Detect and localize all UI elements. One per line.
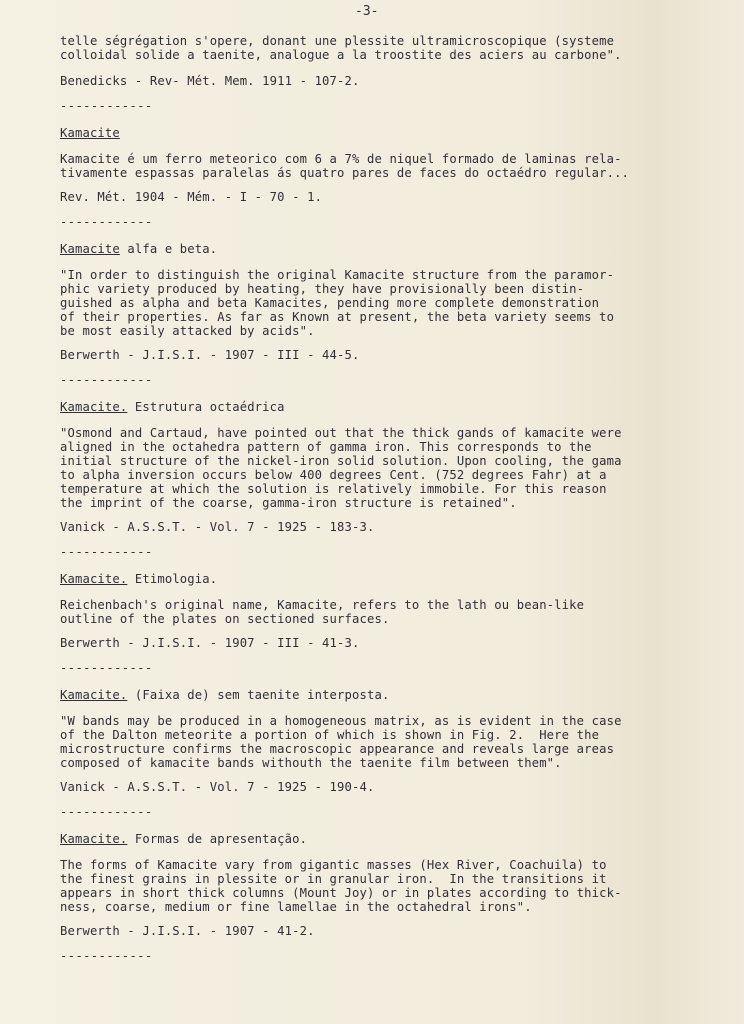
entry-title: Kamacite.: [60, 832, 128, 846]
reference: Berwerth - J.I.S.I. - 1907 - III - 41-3.: [60, 636, 360, 650]
text-line: composed of kamacite bands withouth the taenite film between them".: [60, 756, 562, 770]
entry-subtitle: alfa e beta.: [119, 242, 218, 256]
text-line: the finest grains in plessite or in granular iron. In the transitions it: [60, 872, 607, 886]
text-line: ness, coarse, medium or fine lamellae in the octahedral irons".: [60, 900, 532, 914]
text-line: Reichenbach's original name, Kamacite, refers to the lath ou bean-like: [60, 598, 585, 612]
separator: ------------: [60, 373, 153, 387]
entry-heading: [60, 688, 730, 702]
text-line: "Osmond and Cartaud, have pointed out that the thick gands of kamacite were: [60, 426, 622, 440]
text-line: initial structure of the nickel-iron solid solution. Upon cooling, the gama: [60, 454, 622, 468]
text-line: aligned in the octahedra pattern of gamma iron. This corresponds to the: [60, 440, 592, 454]
entry-heading: [60, 400, 730, 414]
separator: ------------: [60, 805, 153, 819]
page-number: -3-: [355, 4, 379, 19]
intro-block: [60, 34, 730, 112]
separator: ------------: [60, 545, 153, 559]
document-body: [60, 34, 730, 962]
text-line: to alpha inversion occurs below 400 degrees Cent. (752 degrees Fahr) at a: [60, 468, 607, 482]
text-line: phic variety produced by heating, they have provisionally been distin-: [60, 282, 585, 296]
entry-heading: [60, 572, 730, 586]
text-line: colloidal solide a taenite, analogue a la troostite des aciers au carbone".: [60, 48, 622, 62]
text-line: be most easily attacked by acids".: [60, 324, 315, 338]
entry-section: [60, 126, 730, 228]
entry-title: Kamacite: [60, 242, 120, 256]
text-line: "In order to distinguish the original Kamacite structure from the paramor-: [60, 268, 615, 282]
entry-title: Kamacite.: [60, 400, 128, 414]
text-line: temperature at which the solution is relatively immobile. For this reason: [60, 482, 607, 496]
entry-section: [60, 572, 730, 674]
entry-heading: [60, 242, 730, 256]
entry-title: Kamacite.: [60, 688, 128, 702]
reference: Benedicks - Rev- Mét. Mem. 1911 - 107-2.: [60, 74, 360, 88]
separator: ------------: [60, 215, 153, 229]
entry-heading: [60, 832, 730, 846]
entry-heading: [60, 126, 730, 140]
entry-subtitle: Etimologia.: [127, 572, 218, 586]
text-line: The forms of Kamacite vary from gigantic masses (Hex River, Coachuila) to: [60, 858, 607, 872]
text-line: microstructure confirms the macroscopic appearance and reveals large areas: [60, 742, 615, 756]
text-line: telle ségrégation s'opere, donant une plessite ultramicroscopique (systeme: [60, 34, 615, 48]
reference: Rev. Mét. 1904 - Mém. - I - 70 - 1.: [60, 190, 323, 204]
reference: Vanick - A.S.S.T. - Vol. 7 - 1925 - 183-3.: [60, 520, 375, 534]
text-line: outline of the plates on sectioned surfaces.: [60, 612, 390, 626]
entry-section: [60, 400, 730, 558]
text-line: appears in short thick columns (Mount Joy) or in plates according to thick-: [60, 886, 622, 900]
text-line: guished as alpha and beta Kamacites, pending more complete demonstration: [60, 296, 600, 310]
entry-title: Kamacite.: [60, 572, 128, 586]
text-line: of the Dalton meteorite a portion of which is shown in Fig. 2. Here the: [60, 728, 600, 742]
entry-subtitle: Estrutura octaédrica: [127, 400, 285, 414]
entry-subtitle: (Faixa de) sem taenite interposta.: [127, 688, 390, 702]
entry-section: [60, 688, 730, 818]
separator: ------------: [60, 949, 153, 963]
entry-subtitle: Formas de apresentação.: [127, 832, 308, 846]
text-line: of their properties. As far as Known at present, the beta variety seems to: [60, 310, 615, 324]
text-line: Kamacite é um ferro meteorico com 6 a 7% de niquel formado de laminas rela-: [60, 152, 622, 166]
entry-section: [60, 832, 730, 962]
reference: Berwerth - J.I.S.I. - 1907 - 41-2.: [60, 924, 315, 938]
separator: ------------: [60, 99, 153, 113]
text-line: tivamente espassas paralelas ás quatro pares de faces do octaédro regular...: [60, 166, 630, 180]
entry-title: Kamacite: [60, 126, 120, 140]
reference: Berwerth - J.I.S.I. - 1907 - III - 44-5.: [60, 348, 360, 362]
separator: ------------: [60, 661, 153, 675]
text-line: "W bands may be produced in a homogeneous matrix, as is evident in the case: [60, 714, 622, 728]
entry-section: [60, 242, 730, 386]
text-line: the imprint of the coarse, gamma-iron structure is retained".: [60, 496, 517, 510]
reference: Vanick - A.S.S.T. - Vol. 7 - 1925 - 190-4.: [60, 780, 375, 794]
